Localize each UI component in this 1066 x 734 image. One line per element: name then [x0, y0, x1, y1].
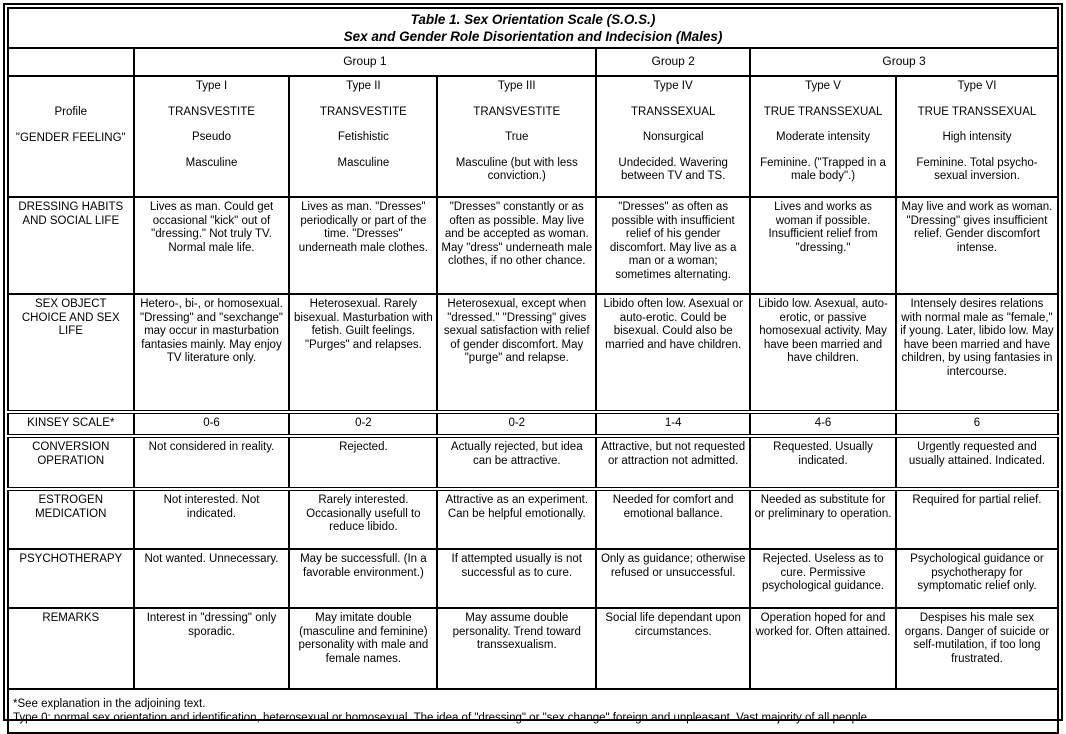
- table-title-line1: Table 1. Sex Orientation Scale (S.O.S.): [410, 12, 656, 27]
- table-cell: Lives as man. Could get occasional "kick" out of "dressing." Not truly TV. Normal male life.: [134, 197, 290, 294]
- table-cell: May imitate double (masculine and feminine) personality with male and female names.: [289, 608, 437, 689]
- row-label: DRESSING HABITS AND SOCIAL LIFE: [8, 197, 134, 294]
- table-cell: May live and work as woman. "Dressing" gives insufficient relief. Gender discomfort intense.: [896, 197, 1058, 294]
- profile-cell-type3: [437, 76, 596, 197]
- profile-subtype: Nonsurgical: [642, 131, 704, 143]
- table-cell: 4-6: [750, 412, 896, 436]
- profile-name: TRANSVESTITE: [319, 105, 407, 118]
- table-cell: Intensely desires relations with normal male as "female," if young. Later, libido low. May have been married and have children, by using fantasies in intercourse.: [896, 294, 1058, 412]
- profile-name: TRUE TRANSSEXUAL: [917, 105, 1037, 118]
- table-cell: 0-6: [134, 412, 290, 436]
- footnote-line2: Type 0: normal sex orientation and identification, heterosexual or homosexual. The idea of "dressing" or "sex change" foreign and unpleasant. Vast majority of all people.: [13, 712, 871, 724]
- table-cell: Not interested. Not indicated.: [134, 489, 290, 549]
- type-6-header: Type VI: [957, 80, 997, 92]
- title-row: [8, 8, 1058, 48]
- corner-cell: [8, 48, 134, 76]
- profile-subtype: Fetishistic: [337, 131, 389, 143]
- row-label: SEX OBJECT CHOICE AND SEX LIFE: [8, 294, 134, 412]
- spacer: [12, 80, 130, 94]
- table-title: [8, 8, 1058, 48]
- profile-cell-type4: [596, 76, 750, 197]
- table-cell: 6: [896, 412, 1058, 436]
- profile-name: TRANSVESTITE: [473, 105, 561, 118]
- profile-feeling: Masculine (but with less conviction.): [455, 156, 578, 182]
- footnote-row: [8, 689, 1058, 733]
- table-title-line2: Sex and Gender Role Disorientation and Indecision (Males): [343, 29, 723, 44]
- table-cell: "Dresses" as often as possible with insufficient relief of his gender discomfort. May live as a man or a woman; sometimes alternating.: [596, 197, 750, 294]
- profile-subtype: Moderate intensity: [776, 131, 870, 143]
- row-sex-object-choice: [8, 294, 1058, 412]
- table-cell: Attractive, but not requested or attraction not admitted.: [596, 436, 750, 489]
- row-remarks: [8, 608, 1058, 689]
- table-cell: Social life dependant upon circumstances.: [596, 608, 750, 689]
- row-dressing-habits: [8, 197, 1058, 294]
- type-3-header: Type III: [497, 80, 536, 92]
- table-cell: Actually rejected, but idea can be attractive.: [437, 436, 596, 489]
- profile-feeling: Undecided. Wavering between TV and TS.: [618, 156, 728, 182]
- row-label-profile: [8, 76, 134, 197]
- group-2-header: Group 2: [596, 48, 750, 76]
- table-cell: Psychological guidance or psychotherapy for symptomatic relief only.: [896, 549, 1058, 608]
- table-cell: Operation hoped for and worked for. Often attained.: [750, 608, 896, 689]
- table-cell: Not wanted. Unnecessary.: [134, 549, 290, 608]
- table-cell: If attempted usually is not successful as to cure.: [437, 549, 596, 608]
- profile-feeling: Masculine: [185, 156, 238, 169]
- table-cell: May be successfull. (In a favorable environment.): [289, 549, 437, 608]
- profile-cell-type5: [750, 76, 896, 197]
- table-cell: Needed for comfort and emotional ballance.: [596, 489, 750, 549]
- row-conversion-operation: [8, 436, 1058, 489]
- table-cell: Lives and works as woman if possible. Insufficient relief from "dressing.": [750, 197, 896, 294]
- row-label-profile-line1: Profile: [54, 106, 88, 118]
- table-cell: May assume double personality. Trend toward transsexualism.: [437, 608, 596, 689]
- profile-name: TRUE TRANSSEXUAL: [763, 105, 883, 118]
- profile-cell-type2: [289, 76, 437, 197]
- row-label: ESTROGEN MEDICATION: [8, 489, 134, 549]
- row-label: CONVERSION OPERATION: [8, 436, 134, 489]
- footnote-line1: *See explanation in the adjoining text.: [13, 697, 206, 710]
- row-estrogen-medication: [8, 489, 1058, 549]
- table-cell: Attractive as an experiment. Can be helpful emotionally.: [437, 489, 596, 549]
- group-1-header: Group 1: [134, 48, 597, 76]
- row-psychotherapy: [8, 549, 1058, 608]
- table-cell: "Dresses" constantly or as often as possible. May live and be accepted as woman. May "dress" underneath male clothes, if no other chance.: [437, 197, 596, 294]
- profile-cell-type1: [134, 76, 290, 197]
- table-cell: 1-4: [596, 412, 750, 436]
- table-cell: Rejected.: [289, 436, 437, 489]
- row-kinsey-scale: [8, 412, 1058, 436]
- profile-name: TRANSVESTITE: [168, 105, 255, 118]
- profile-subtype: Pseudo: [192, 131, 232, 143]
- table-cell: Requested. Usually indicated.: [750, 436, 896, 489]
- type-2-header: Type II: [346, 80, 381, 92]
- group-3-header: Group 3: [750, 48, 1058, 76]
- row-label: PSYCHOTHERAPY: [8, 549, 134, 608]
- table-cell: Only as guidance; otherwise refused or unsuccessful.: [596, 549, 750, 608]
- sos-table: [7, 7, 1059, 734]
- profile-feeling: Feminine. Total psycho-sexual inversion.: [916, 156, 1038, 182]
- table-cell: Libido low. Asexual, auto-erotic, or passive homosexual activity. May have been married and have children.: [750, 294, 896, 412]
- profile-subtype: High intensity: [942, 131, 1012, 143]
- profile-feeling: Feminine. ("Trapped in a male body".): [760, 156, 886, 182]
- table-cell: Libido often low. Asexual or auto-erotic. Could be bisexual. Could also be married and have children.: [596, 294, 750, 412]
- table-cell: Hetero-, bi-, or homosexual. "Dressing" and "sexchange" may occur in masturbation fantasies mainly. May enjoy TV literature only.: [134, 294, 290, 412]
- table-cell: Not considered in reality.: [134, 436, 290, 489]
- profile-feeling: Masculine: [337, 156, 390, 169]
- table-cell: 0-2: [289, 412, 437, 436]
- table-cell: Interest in "dressing" only sporadic.: [134, 608, 290, 689]
- table-cell: Needed as substitute for or preliminary to operation.: [750, 489, 896, 549]
- table-cell: 0-2: [437, 412, 596, 436]
- row-label-profile-line2: "GENDER FEELING": [15, 131, 126, 144]
- profile-cell-type6: [896, 76, 1058, 197]
- row-label: REMARKS: [8, 608, 134, 689]
- table-cell: Rejected. Useless as to cure. Permissive psychological guidance.: [750, 549, 896, 608]
- type-5-header: Type V: [805, 80, 841, 92]
- table-cell: Rarely interested. Occasionally usefull to reduce libido.: [289, 489, 437, 549]
- table-cell: Required for partial relief.: [896, 489, 1058, 549]
- group-header-row: [8, 48, 1058, 76]
- table-cell: Urgently requested and usually attained. Indicated.: [896, 436, 1058, 489]
- profile-name: TRANSSEXUAL: [631, 105, 716, 118]
- table-cell: Heterosexual, except when "dressed." "Dressing" gives sexual satisfaction with relief of gender discomfort. May "purge" and relapse.: [437, 294, 596, 412]
- row-label: KINSEY SCALE*: [8, 412, 134, 436]
- footnotes: [8, 689, 1058, 733]
- table-cell: Heterosexual. Rarely bisexual. Masturbation with fetish. Guilt feelings. "Purges" and relapses.: [289, 294, 437, 412]
- profile-row: [8, 76, 1058, 197]
- table-outer-frame: [3, 3, 1063, 724]
- type-4-header: Type IV: [653, 80, 693, 92]
- type-1-header: Type I: [195, 80, 228, 92]
- profile-subtype: True: [505, 131, 529, 143]
- table-cell: Lives as man. "Dresses" periodically or part of the time. "Dresses" underneath male clothes.: [289, 197, 437, 294]
- table-cell: Despises his male sex organs. Danger of suicide or self-mutilation, if too long frustrated.: [896, 608, 1058, 689]
